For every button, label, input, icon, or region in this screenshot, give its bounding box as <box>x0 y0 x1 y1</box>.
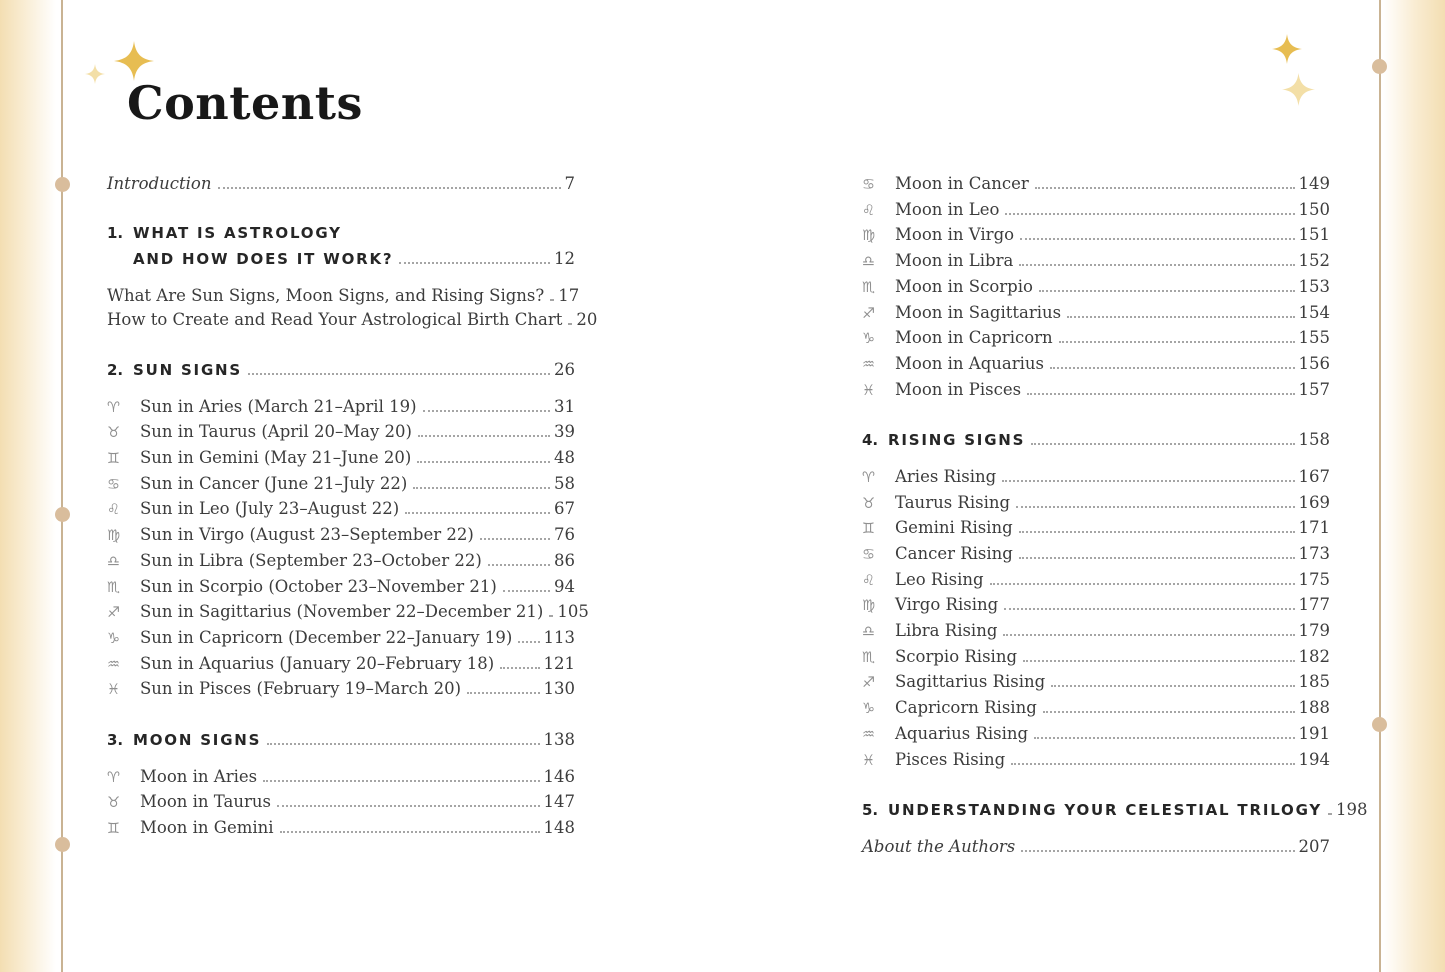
page-number: 157 <box>1298 379 1330 399</box>
left-page-edge-gradient <box>0 0 56 972</box>
toc-entry <box>107 790 575 816</box>
dot-leader <box>1002 480 1294 482</box>
toc-section-heading <box>107 246 575 273</box>
toc-entry <box>862 223 1330 249</box>
cancer-icon: ♋ <box>107 476 120 493</box>
cancer-icon: ♋ <box>862 177 875 193</box>
dot-leader <box>1016 506 1294 508</box>
entry-label: Moon in Aries <box>140 766 258 786</box>
dot-leader <box>399 262 550 264</box>
page-number: 148 <box>543 817 575 837</box>
dot-leader <box>423 410 550 412</box>
dot-leader <box>1019 557 1295 559</box>
dot-leader <box>1019 264 1294 266</box>
toc-entry <box>862 249 1330 275</box>
aquarius-icon: ♒ <box>862 356 875 373</box>
dot-leader <box>277 805 540 807</box>
entry-label: Aries Rising <box>895 466 997 486</box>
entry-label: Moon in Taurus <box>140 792 271 812</box>
border-dot <box>1372 717 1387 732</box>
toc-entry <box>107 172 575 197</box>
entry-label: Aquarius Rising <box>895 723 1029 743</box>
entry-label: Sun in Aries (March 21–April 19) <box>140 396 417 416</box>
virgo-icon: ♍ <box>862 228 875 245</box>
page-number: 194 <box>1298 749 1330 769</box>
dot-leader <box>550 299 554 301</box>
toc-entry <box>107 677 575 703</box>
page-number: 156 <box>1298 353 1330 373</box>
page-number: 150 <box>1298 199 1330 219</box>
toc-section-heading <box>107 221 575 247</box>
toc-entry <box>862 491 1330 517</box>
page-number: 113 <box>543 627 575 647</box>
toc-entry <box>862 465 1330 491</box>
scorpio-icon: ♏ <box>107 579 120 596</box>
section-number: 1. <box>107 223 124 242</box>
page-number: 179 <box>1298 621 1330 641</box>
section-title: RISING SIGNS <box>888 431 1026 450</box>
page-number: 147 <box>543 792 575 812</box>
dot-leader <box>518 641 539 643</box>
entry-label: Sun in Sagittarius (November 22–December 21) <box>140 602 544 622</box>
entry-label: Sun in Leo (July 23–August 22) <box>140 499 400 519</box>
toc-entry <box>862 378 1330 404</box>
toc-entry <box>107 446 575 472</box>
page-number: 173 <box>1298 543 1330 563</box>
page-number: 153 <box>1298 276 1330 296</box>
section-number: 2. <box>107 361 124 380</box>
leo-icon: ♌ <box>107 502 120 519</box>
sagittarius-icon: ♐ <box>862 305 875 322</box>
capricorn-icon: ♑ <box>862 701 875 718</box>
page-number: 182 <box>1298 646 1330 666</box>
dot-leader <box>500 667 539 669</box>
toc-section-heading <box>107 727 575 754</box>
dot-leader <box>1019 531 1295 533</box>
aries-icon: ♈ <box>107 399 120 416</box>
sparkle-icon <box>85 64 105 84</box>
dot-leader <box>1031 443 1294 445</box>
dot-leader <box>480 538 550 540</box>
virgo-icon: ♍ <box>862 598 875 615</box>
page-number: 86 <box>554 550 575 570</box>
taurus-icon: ♉ <box>862 495 875 512</box>
entry-label: Moon in Gemini <box>140 817 274 837</box>
dot-leader <box>1328 813 1332 815</box>
page-number: 20 <box>576 310 598 330</box>
gemini-icon: ♊ <box>107 451 120 468</box>
taurus-icon: ♉ <box>107 425 120 442</box>
pisces-icon: ♓ <box>107 682 120 699</box>
toc-entry <box>862 593 1330 619</box>
dot-leader <box>405 512 550 514</box>
leo-icon: ♌ <box>862 572 875 589</box>
page-number: 207 <box>1298 836 1330 856</box>
toc-entry <box>107 600 589 626</box>
dot-leader <box>280 831 540 833</box>
toc-entry <box>862 326 1330 352</box>
toc-section-heading <box>107 357 575 384</box>
dot-leader <box>1050 367 1295 369</box>
sagittarius-icon: ♐ <box>862 675 875 692</box>
entry-label: Moon in Capricorn <box>895 328 1053 348</box>
toc-entry <box>107 472 575 498</box>
section-title: UNDERSTANDING YOUR CELESTIAL TRILOGY <box>888 801 1323 820</box>
page-number: 175 <box>1298 569 1330 589</box>
libra-icon: ♎ <box>107 553 120 570</box>
toc-entry <box>107 816 575 842</box>
dot-leader <box>1034 737 1294 739</box>
libra-icon: ♎ <box>862 624 875 641</box>
right-border-rule <box>1379 0 1381 972</box>
dot-leader <box>1059 341 1295 343</box>
dot-leader <box>1005 213 1294 215</box>
cancer-icon: ♋ <box>862 546 875 563</box>
right-page-edge-gradient <box>1383 0 1445 972</box>
aquarius-icon: ♒ <box>107 656 120 673</box>
page-number: 185 <box>1298 672 1330 692</box>
toc-entry <box>862 301 1330 327</box>
page-number: 130 <box>543 679 575 699</box>
toc-entry <box>862 619 1330 645</box>
toc-entry <box>107 575 575 601</box>
toc-entry <box>862 748 1330 774</box>
toc-entry <box>107 395 575 421</box>
entry-label: Moon in Libra <box>895 251 1014 271</box>
entry-label: Introduction <box>107 174 212 193</box>
entry-label: Sun in Gemini (May 21–June 20) <box>140 448 412 468</box>
dot-leader <box>1021 850 1294 852</box>
toc-entry <box>862 542 1330 568</box>
page-number: 58 <box>554 473 575 493</box>
dot-leader <box>417 461 550 463</box>
entry-label: Sun in Capricorn (December 22–January 19) <box>140 627 513 647</box>
dot-leader <box>1020 238 1294 240</box>
entry-label: Gemini Rising <box>895 518 1013 538</box>
toc-entry <box>862 835 1330 860</box>
page-number: 155 <box>1298 328 1330 348</box>
page-number: 48 <box>554 448 575 468</box>
entry-label: Moon in Pisces <box>895 379 1022 399</box>
page-number: 191 <box>1298 723 1330 743</box>
page-number: 31 <box>554 396 575 416</box>
gemini-icon: ♊ <box>107 820 120 837</box>
scorpio-icon: ♏ <box>862 649 875 666</box>
section-number: 3. <box>107 731 124 750</box>
entry-label: Sagittarius Rising <box>895 672 1046 692</box>
page-number: 7 <box>564 174 575 193</box>
virgo-icon: ♍ <box>107 528 120 545</box>
aquarius-icon: ♒ <box>862 726 875 743</box>
dot-leader <box>1027 393 1294 395</box>
section-number: 4. <box>862 431 879 450</box>
sagittarius-icon: ♐ <box>107 605 120 622</box>
page-number: 121 <box>543 653 575 673</box>
dot-leader <box>488 564 550 566</box>
entry-label: What Are Sun Signs, Moon Signs, and Rising Signs? <box>107 285 545 305</box>
border-dot <box>55 837 70 852</box>
dot-leader <box>1003 634 1294 636</box>
entry-label: Sun in Virgo (August 23–September 22) <box>140 525 474 545</box>
toc-entry <box>862 172 1330 198</box>
aries-icon: ♈ <box>862 469 875 486</box>
page-number: 146 <box>543 766 575 786</box>
toc-section-heading <box>862 797 1368 824</box>
toc-column-right <box>862 172 1368 859</box>
toc-entry <box>107 420 575 446</box>
dot-leader <box>267 743 539 745</box>
page-number: 26 <box>554 360 575 380</box>
dot-leader <box>1023 660 1294 662</box>
toc-entry <box>862 568 1330 594</box>
pisces-icon: ♓ <box>862 752 875 769</box>
entry-label: Moon in Scorpio <box>895 276 1033 296</box>
entry-label: Pisces Rising <box>895 749 1006 769</box>
entry-label: Taurus Rising <box>895 492 1011 512</box>
page-number: 154 <box>1298 302 1330 322</box>
dot-leader <box>1051 685 1294 687</box>
page-number: 76 <box>554 525 575 545</box>
page-number: 151 <box>1298 225 1330 245</box>
entry-label: Moon in Sagittarius <box>895 302 1062 322</box>
section-title: AND HOW DOES IT WORK? <box>133 250 394 269</box>
border-dot <box>1372 59 1387 74</box>
toc-entry <box>862 352 1330 378</box>
taurus-icon: ♉ <box>107 795 120 812</box>
sparkle-icon <box>1272 34 1302 64</box>
toc-entry <box>862 722 1330 748</box>
dot-leader <box>1035 187 1295 189</box>
page-number: 152 <box>1298 251 1330 271</box>
toc-entry <box>862 275 1330 301</box>
section-number: 5. <box>862 801 879 820</box>
entry-label: Capricorn Rising <box>895 698 1037 718</box>
entry-label: Libra Rising <box>895 621 998 641</box>
page-number: 149 <box>1298 174 1330 193</box>
toc-entry <box>862 198 1330 224</box>
entry-label: Moon in Virgo <box>895 225 1015 245</box>
capricorn-icon: ♑ <box>107 630 120 647</box>
page-number: 12 <box>554 249 575 269</box>
dot-leader <box>248 373 550 375</box>
dot-leader <box>1011 763 1294 765</box>
capricorn-icon: ♑ <box>862 331 875 348</box>
sparkle-icon <box>1282 73 1315 106</box>
entry-label: Sun in Scorpio (October 23–November 21) <box>140 576 497 596</box>
entry-label: About the Authors <box>862 836 1016 856</box>
page-number: 105 <box>557 602 589 622</box>
dot-leader <box>990 583 1295 585</box>
dot-leader <box>503 590 550 592</box>
page-number: 158 <box>1298 430 1330 450</box>
entry-label: Moon in Leo <box>895 199 1000 219</box>
page-title: Contents <box>127 76 363 130</box>
dot-leader <box>1043 711 1295 713</box>
page-number: 177 <box>1298 595 1330 615</box>
toc-entry <box>107 284 580 309</box>
entry-label: Cancer Rising <box>895 543 1013 563</box>
toc-entry <box>107 308 598 333</box>
page-number: 17 <box>558 285 580 305</box>
page-number: 198 <box>1336 800 1368 820</box>
section-title: MOON SIGNS <box>133 731 262 750</box>
toc-entry <box>107 497 575 523</box>
toc-entry <box>107 765 575 791</box>
page-number: 169 <box>1298 492 1330 512</box>
left-border-rule <box>61 0 63 972</box>
entry-label: Virgo Rising <box>895 595 999 615</box>
page-number: 188 <box>1298 698 1330 718</box>
toc-entry <box>107 523 575 549</box>
border-dot <box>55 177 70 192</box>
page-number: 67 <box>554 499 575 519</box>
toc-entry <box>107 626 575 652</box>
entry-label: How to Create and Read Your Astrological Birth Chart <box>107 310 563 330</box>
dot-leader <box>549 615 553 617</box>
aries-icon: ♈ <box>107 769 120 786</box>
dot-leader <box>218 187 561 189</box>
toc-entry <box>862 670 1330 696</box>
entry-label: Sun in Cancer (June 21–July 22) <box>140 473 408 493</box>
dot-leader <box>568 323 572 325</box>
libra-icon: ♎ <box>862 254 875 271</box>
toc-column-left <box>107 172 598 842</box>
section-title: WHAT IS ASTROLOGY <box>133 223 342 242</box>
entry-label: Sun in Taurus (April 20–May 20) <box>140 422 412 442</box>
entry-label: Sun in Aquarius (January 20–February 18) <box>140 653 495 673</box>
entry-label: Sun in Pisces (February 19–March 20) <box>140 679 462 699</box>
page-number: 171 <box>1298 518 1330 538</box>
toc-entry <box>862 516 1330 542</box>
toc-entry <box>107 549 575 575</box>
entry-label: Scorpio Rising <box>895 646 1018 666</box>
page-number: 167 <box>1298 466 1330 486</box>
scorpio-icon: ♏ <box>862 279 875 296</box>
border-dot <box>55 507 70 522</box>
dot-leader <box>1039 290 1295 292</box>
dot-leader <box>418 435 550 437</box>
dot-leader <box>467 692 539 694</box>
section-title: SUN SIGNS <box>133 361 243 380</box>
page-number: 138 <box>543 730 575 750</box>
dot-leader <box>263 780 539 782</box>
dot-leader <box>1067 316 1294 318</box>
page-number: 94 <box>554 576 575 596</box>
dot-leader <box>1004 608 1294 610</box>
entry-label: Moon in Aquarius <box>895 353 1044 373</box>
dot-leader <box>413 487 550 489</box>
toc-entry <box>862 696 1330 722</box>
page-number: 39 <box>554 422 575 442</box>
toc-entry <box>107 652 575 678</box>
gemini-icon: ♊ <box>862 521 875 538</box>
entry-label: Leo Rising <box>895 569 984 589</box>
leo-icon: ♌ <box>862 202 875 219</box>
entry-label: Moon in Cancer <box>895 174 1029 193</box>
entry-label: Sun in Libra (September 23–October 22) <box>140 550 482 570</box>
toc-entry <box>862 645 1330 671</box>
pisces-icon: ♓ <box>862 382 875 399</box>
toc-section-heading <box>862 427 1330 454</box>
